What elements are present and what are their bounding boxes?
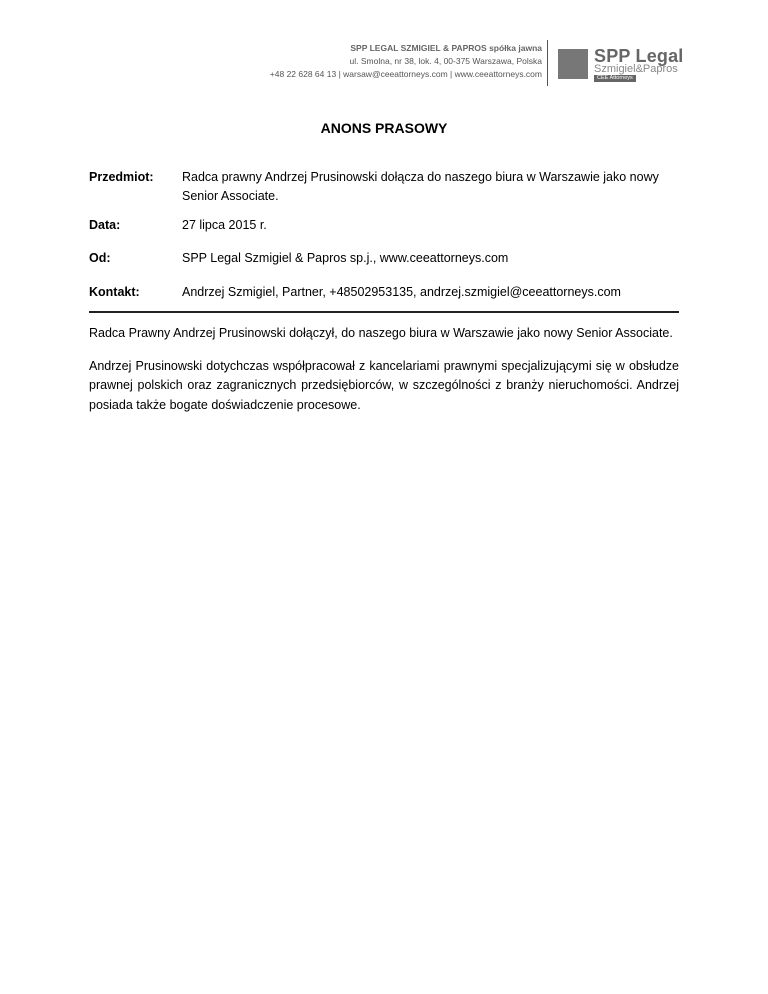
header-divider: [547, 40, 548, 86]
meta-row-contact: [89, 283, 679, 302]
body-text: [89, 324, 679, 428]
meta-row-from: [89, 249, 679, 268]
contact-label: Kontakt:: [89, 285, 140, 299]
meta-row-subject: [89, 168, 679, 206]
firm-name: SPP LEGAL SZMIGIEL & PAPROS spółka jawna: [350, 43, 542, 53]
from-value: SPP Legal Szmigiel & Papros sp.j., www.ceeattorneys.com: [182, 251, 509, 265]
body-paragraph: Andrzej Prusinowski dotychczas współpracował z kancelariami prawnymi specjalizującymi się w obsłudze prawnej polskich oraz zagranicznych przedsiębiorców, w szczególności z branży nieruchomości. Andrzej posiada także bogate doświadczenie procesowe.: [89, 358, 679, 412]
body-paragraph: Radca Prawny Andrzej Prusinowski dołączył, do naszego biura w Warszawie jako nowy Senior Associate.: [89, 326, 673, 340]
logo-square-icon: [558, 49, 588, 79]
subject-value: Radca prawny Andrzej Prusinowski dołącza do naszego biura w Warszawie jako nowy Senior Associate.: [182, 170, 659, 203]
date-value: 27 lipca 2015 r.: [182, 218, 267, 232]
logo-sub-text: Szmigiel&Papros: [594, 63, 678, 75]
section-divider: [89, 311, 679, 313]
firm-contact-line: +48 22 628 64 13 | warsaw@ceeattorneys.com | www.ceeattorneys.com: [269, 69, 542, 79]
logo-tag: CEE Attorneys: [594, 75, 636, 82]
logo-main-text: SPP Legal: [594, 46, 684, 66]
meta-row-date: [89, 216, 679, 235]
subject-label: Przedmiot:: [89, 170, 154, 184]
document-title: ANONS PRASOWY: [320, 120, 448, 136]
contact-value: Andrzej Szmigiel, Partner, +48502953135, andrzej.szmigiel@ceeattorneys.com: [182, 285, 621, 299]
meta-block: [89, 168, 679, 302]
from-label: Od:: [89, 251, 111, 265]
date-label: Data:: [89, 218, 121, 232]
header-address: [270, 42, 542, 81]
firm-address: ul. Smolna, nr 38, lok. 4, 00-375 Warszawa, Polska: [349, 56, 542, 66]
